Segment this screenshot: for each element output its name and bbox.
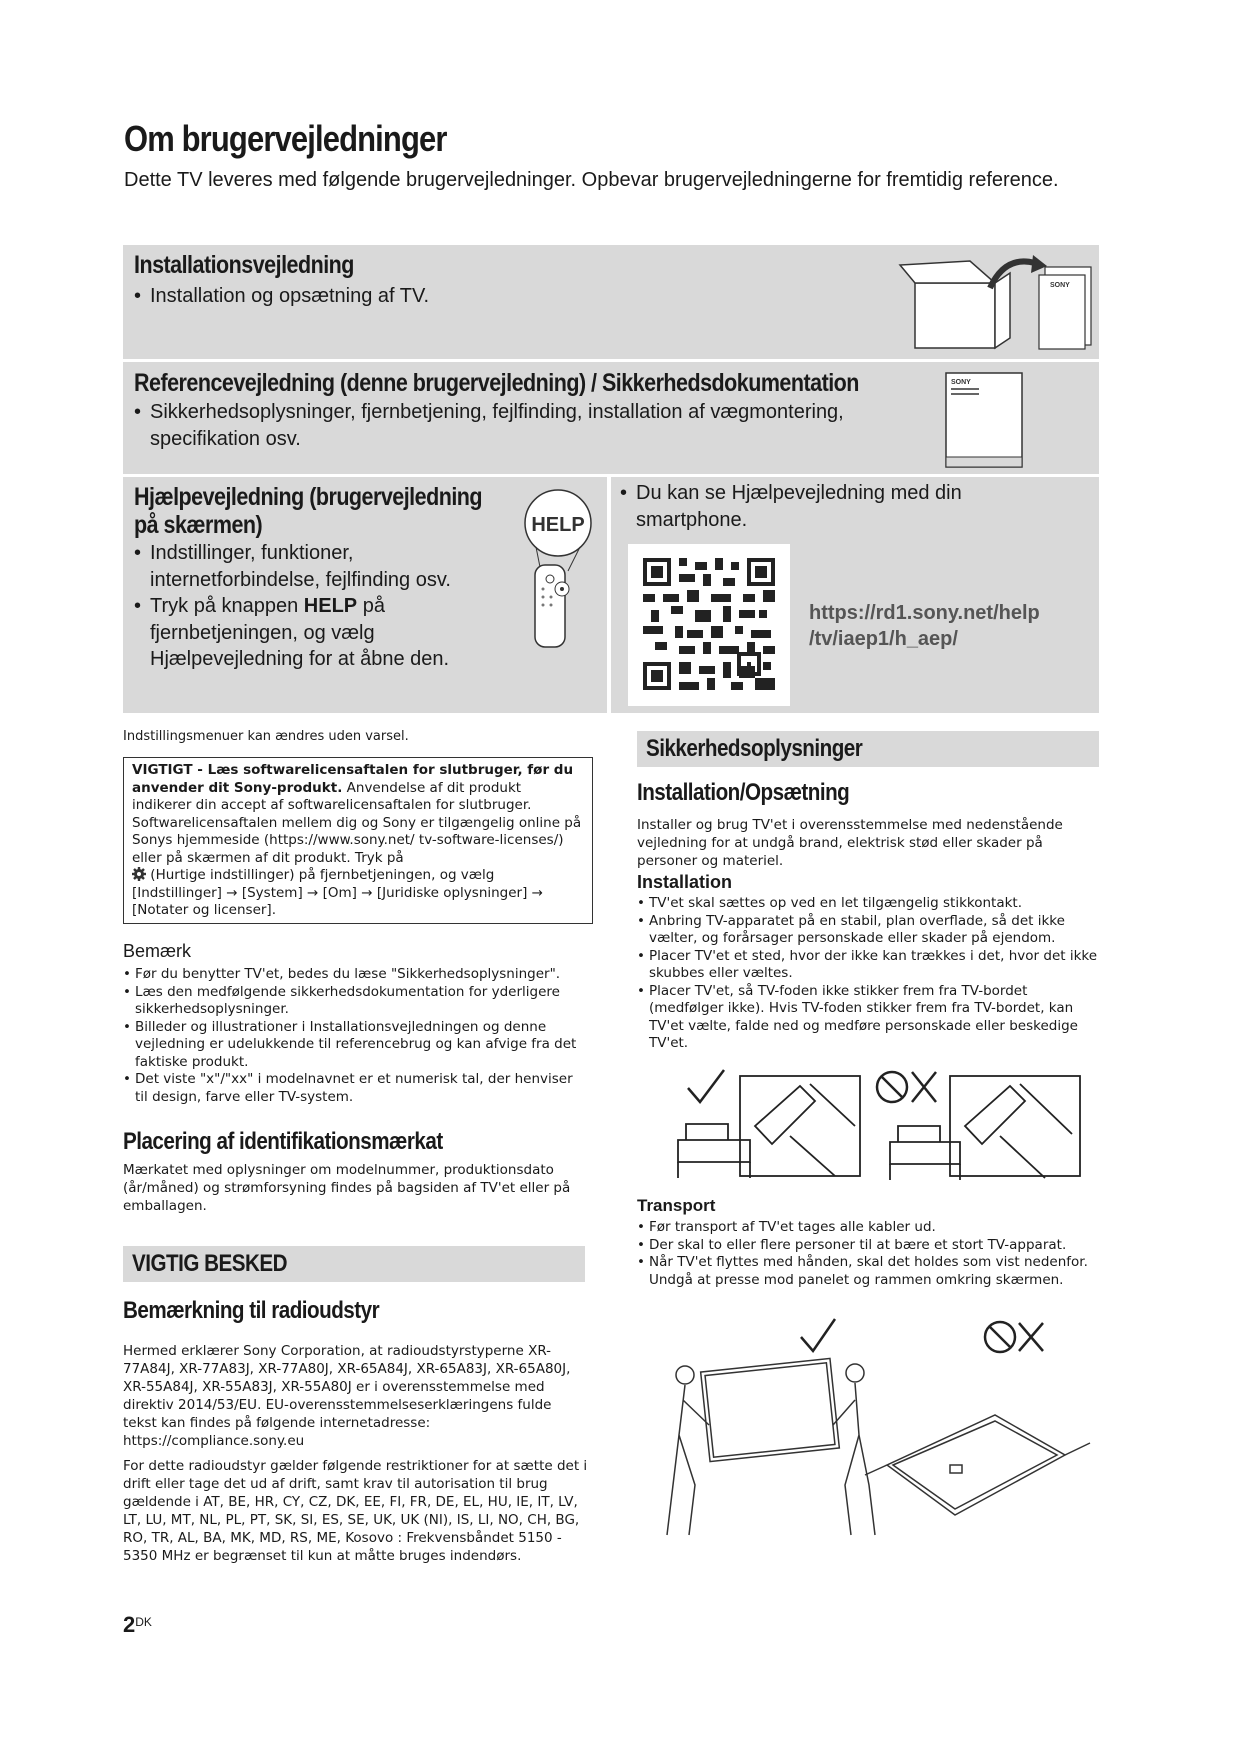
settings-note: Indstillingsmenuer kan ændres uden varsel. (123, 729, 409, 744)
installation-guide-box (123, 245, 1099, 359)
help-guide-bullet-settings: • Indstillinger, funktioner, internetforbindelse, fejlfinding osv. (134, 540, 484, 593)
license-bold-text: VIGTIGT - Læs softwarelicensaftalen for slutbruger, før du anvender dit Sony-produkt. (132, 762, 574, 796)
note-heading: Bemærk (123, 941, 192, 961)
transport-subheading: Transport (637, 1196, 716, 1215)
important-notice-bar-text: VIGTIG BESKED (132, 1250, 288, 1277)
tv-box-illustration (895, 253, 1095, 353)
transport-item: • Før transport af TV'et tages alle kabler ud. (637, 1219, 1099, 1237)
page-title: Om brugervejledninger (124, 118, 447, 159)
booklet-sony-logo: SONY (951, 379, 971, 386)
help-guide-heading-line2: på skærmen) (134, 511, 263, 539)
intro-text: Dette TV leveres med følgende brugervejledninger. Opbevar brugervejledningerne for fremtidig reference. (124, 169, 1059, 191)
manual-booklet-illustration (945, 372, 1025, 470)
label-section-heading: Placering af identifikationsmærkat (123, 1128, 443, 1155)
installation-item: • TV'et skal sættes op ved en let tilgængelig stikkontakt. (637, 895, 1099, 913)
installation-item: • Placer TV'et, så TV-foden ikke stikker frem fra TV-bordet (medfølger ikke). Hvis TV-foden stikker frem fra TV-bordet, kan TV'et vælte, falde ned og medføre personskade eller beskedige TV'et. (637, 983, 1099, 1053)
tv-carry-illustration (665, 1315, 1095, 1545)
transport-item: • Når TV'et flyttes med hånden, skal det holdes som vist nedenfor. Undgå at presse mod panelet og rammen omkring skærmen. (637, 1254, 1099, 1289)
help-bullet-pre: Tryk på knappen (150, 595, 304, 617)
reference-guide-bullet: • Sikkerhedsoplysninger, fjernbetjening, fejlfinding, installation af vægmontering, specifikation osv. (134, 399, 934, 453)
installation-subheading: Installation (637, 872, 733, 892)
note-item: • Det viste "x"/"xx" i modelnavnet er et numerisk tal, der henviser til design, farve eller TV-system. (123, 1071, 588, 1106)
page-number-digit: 2 (123, 1612, 136, 1637)
smartphone-help-text: • Du kan se Hjælpevejledning med din smartphone. (620, 480, 1020, 534)
help-url-line2[interactable]: /tv/iaep1/h_aep/ (809, 628, 958, 650)
license-box (123, 757, 593, 924)
help-bullet-bold: HELP (303, 595, 358, 617)
installation-setup-intro: Installer og brug TV'et i overensstemmelse med nedenstående vejledning for at undgå brand, elektrisk stød eller skader på personer og materiel. (637, 817, 1063, 869)
safety-info-bar-text: Sikkerhedsoplysninger (646, 735, 863, 762)
page-number-suffix: DK (135, 1615, 152, 1629)
installation-setup-heading: Installation/Opsætning (637, 779, 850, 806)
help-bullet-post: på fjernbetjeningen, og vælg Hjælpevejledning for at åbne den. (150, 595, 450, 670)
help-guide-heading-line1: Hjælpevejledning (brugervejledning (134, 483, 483, 511)
note-item: • Læs den medfølgende sikkerhedsdokumentation for yderligere sikkerhedsoplysninger. (123, 984, 588, 1019)
safety-info-bar (637, 731, 1099, 767)
remote-help-illustration (518, 489, 598, 649)
page-number (123, 1612, 152, 1638)
gear-icon (132, 867, 146, 881)
transport-item: • Der skal to eller flere personer til at bære et stort TV-apparat. (637, 1237, 1099, 1255)
help-button-label: HELP (531, 514, 585, 536)
installation-item: • Anbring TV-apparatet på en stabil, plan overflade, så det ikke vælter, og forårsager personskade eller skader på ejendom. (637, 913, 1099, 948)
qr-code-panel (628, 544, 790, 706)
transport-list (637, 1219, 1099, 1289)
reference-guide-heading: Referencevejledning (denne brugervejledning) / Sikkerhedsdokumentation (134, 369, 859, 397)
radio-equipment-p2: For dette radioudstyr gælder følgende restriktioner for at sætte det i drift eller tage det ud af drift, samt krav til autorisation til brug gældende i AT, BE, HR, CY, CZ, DK, EE, FI, FR, DE, EL, HU, IE, IT, LV, LT, LU, MT, NL, PL, PT, SK, SI, ES, SE, UK, UK (NI), IS, LI, NO, CH, BG, RO, TR, AL, BA, MK, MD, RS, ME, Kosovo : Frekvensbåndet 5150 - 5350 MHz er begrænset til kun at måtte bruges indendørs. (123, 1458, 588, 1564)
license-text1: Anvendelse af dit produkt indikerer din accept af softwarelicensaftalen for slutbruger. (132, 779, 532, 813)
license-text2: Softwarelicensaftalen mellem dig og Sony er tilgængelig online på Sonys hjemmeside (https://www.sony.net/ tv-software-licenses/) eller på skærmen af dit produkt. Tryk på (132, 814, 582, 866)
installation-guide-heading: Installationsvejledning (134, 251, 354, 279)
note-item: • Før du benytter TV'et, bedes du læse "Sikkerhedsoplysninger". (123, 966, 588, 984)
smartphone-help-box (611, 477, 1099, 713)
help-guide-bullet-help-button (134, 593, 484, 673)
license-text3: (Hurtige indstillinger) på fjernbetjeningen, og vælg [Indstillinger] → [System] → [Om] → [Juridiske oplysninger] → [Notater og licenser]. (132, 867, 543, 918)
installation-item: • Placer TV'et et sted, hvor der ikke kan trækkes i det, hvor det ikke skubbes eller væltes. (637, 948, 1099, 983)
help-url-line1[interactable]: https://rd1.sony.net/help (809, 602, 1040, 624)
note-item: • Billeder og illustrationer i Installationsvejledningen og denne vejledning er udelukkende til referencebrug og kan afvige fra det faktiske produkt. (123, 1019, 588, 1072)
check-icon (688, 1070, 724, 1102)
note-list (123, 966, 588, 1106)
qr-code[interactable] (643, 558, 775, 690)
tv-stand-illustration (660, 1066, 1100, 1192)
radio-equipment-p1: Hermed erklærer Sony Corporation, at radioudstyrstyperne XR-77A84J, XR-77A83J, XR-77A80J, XR-65A84J, XR-65A83J, XR-65A80J, XR-55A84J, XR-55A83J, XR-55A80J er i overensstemmelse med direktiv 2014/53/EU. EU-overensstemmelseserklæringens fulde tekst kan findes på følgende internetadresse: https://compliance.sony.eu (123, 1343, 571, 1449)
installation-guide-bullet: • Installation og opsætning af TV. (134, 283, 834, 310)
check-icon (801, 1319, 835, 1351)
help-guide-box (123, 477, 607, 713)
important-notice-bar (123, 1246, 585, 1282)
installation-list (637, 895, 1099, 1053)
reference-guide-box (123, 362, 1099, 474)
label-section-text: Mærkatet med oplysninger om modelnummer, produktionsdato (år/måned) og strømforsyning findes på bagsiden af TV'et eller på emballagen. (123, 1162, 571, 1214)
radio-equipment-heading: Bemærkning til radioudstyr (123, 1297, 380, 1324)
box-sony-logo: SONY (1050, 282, 1070, 289)
